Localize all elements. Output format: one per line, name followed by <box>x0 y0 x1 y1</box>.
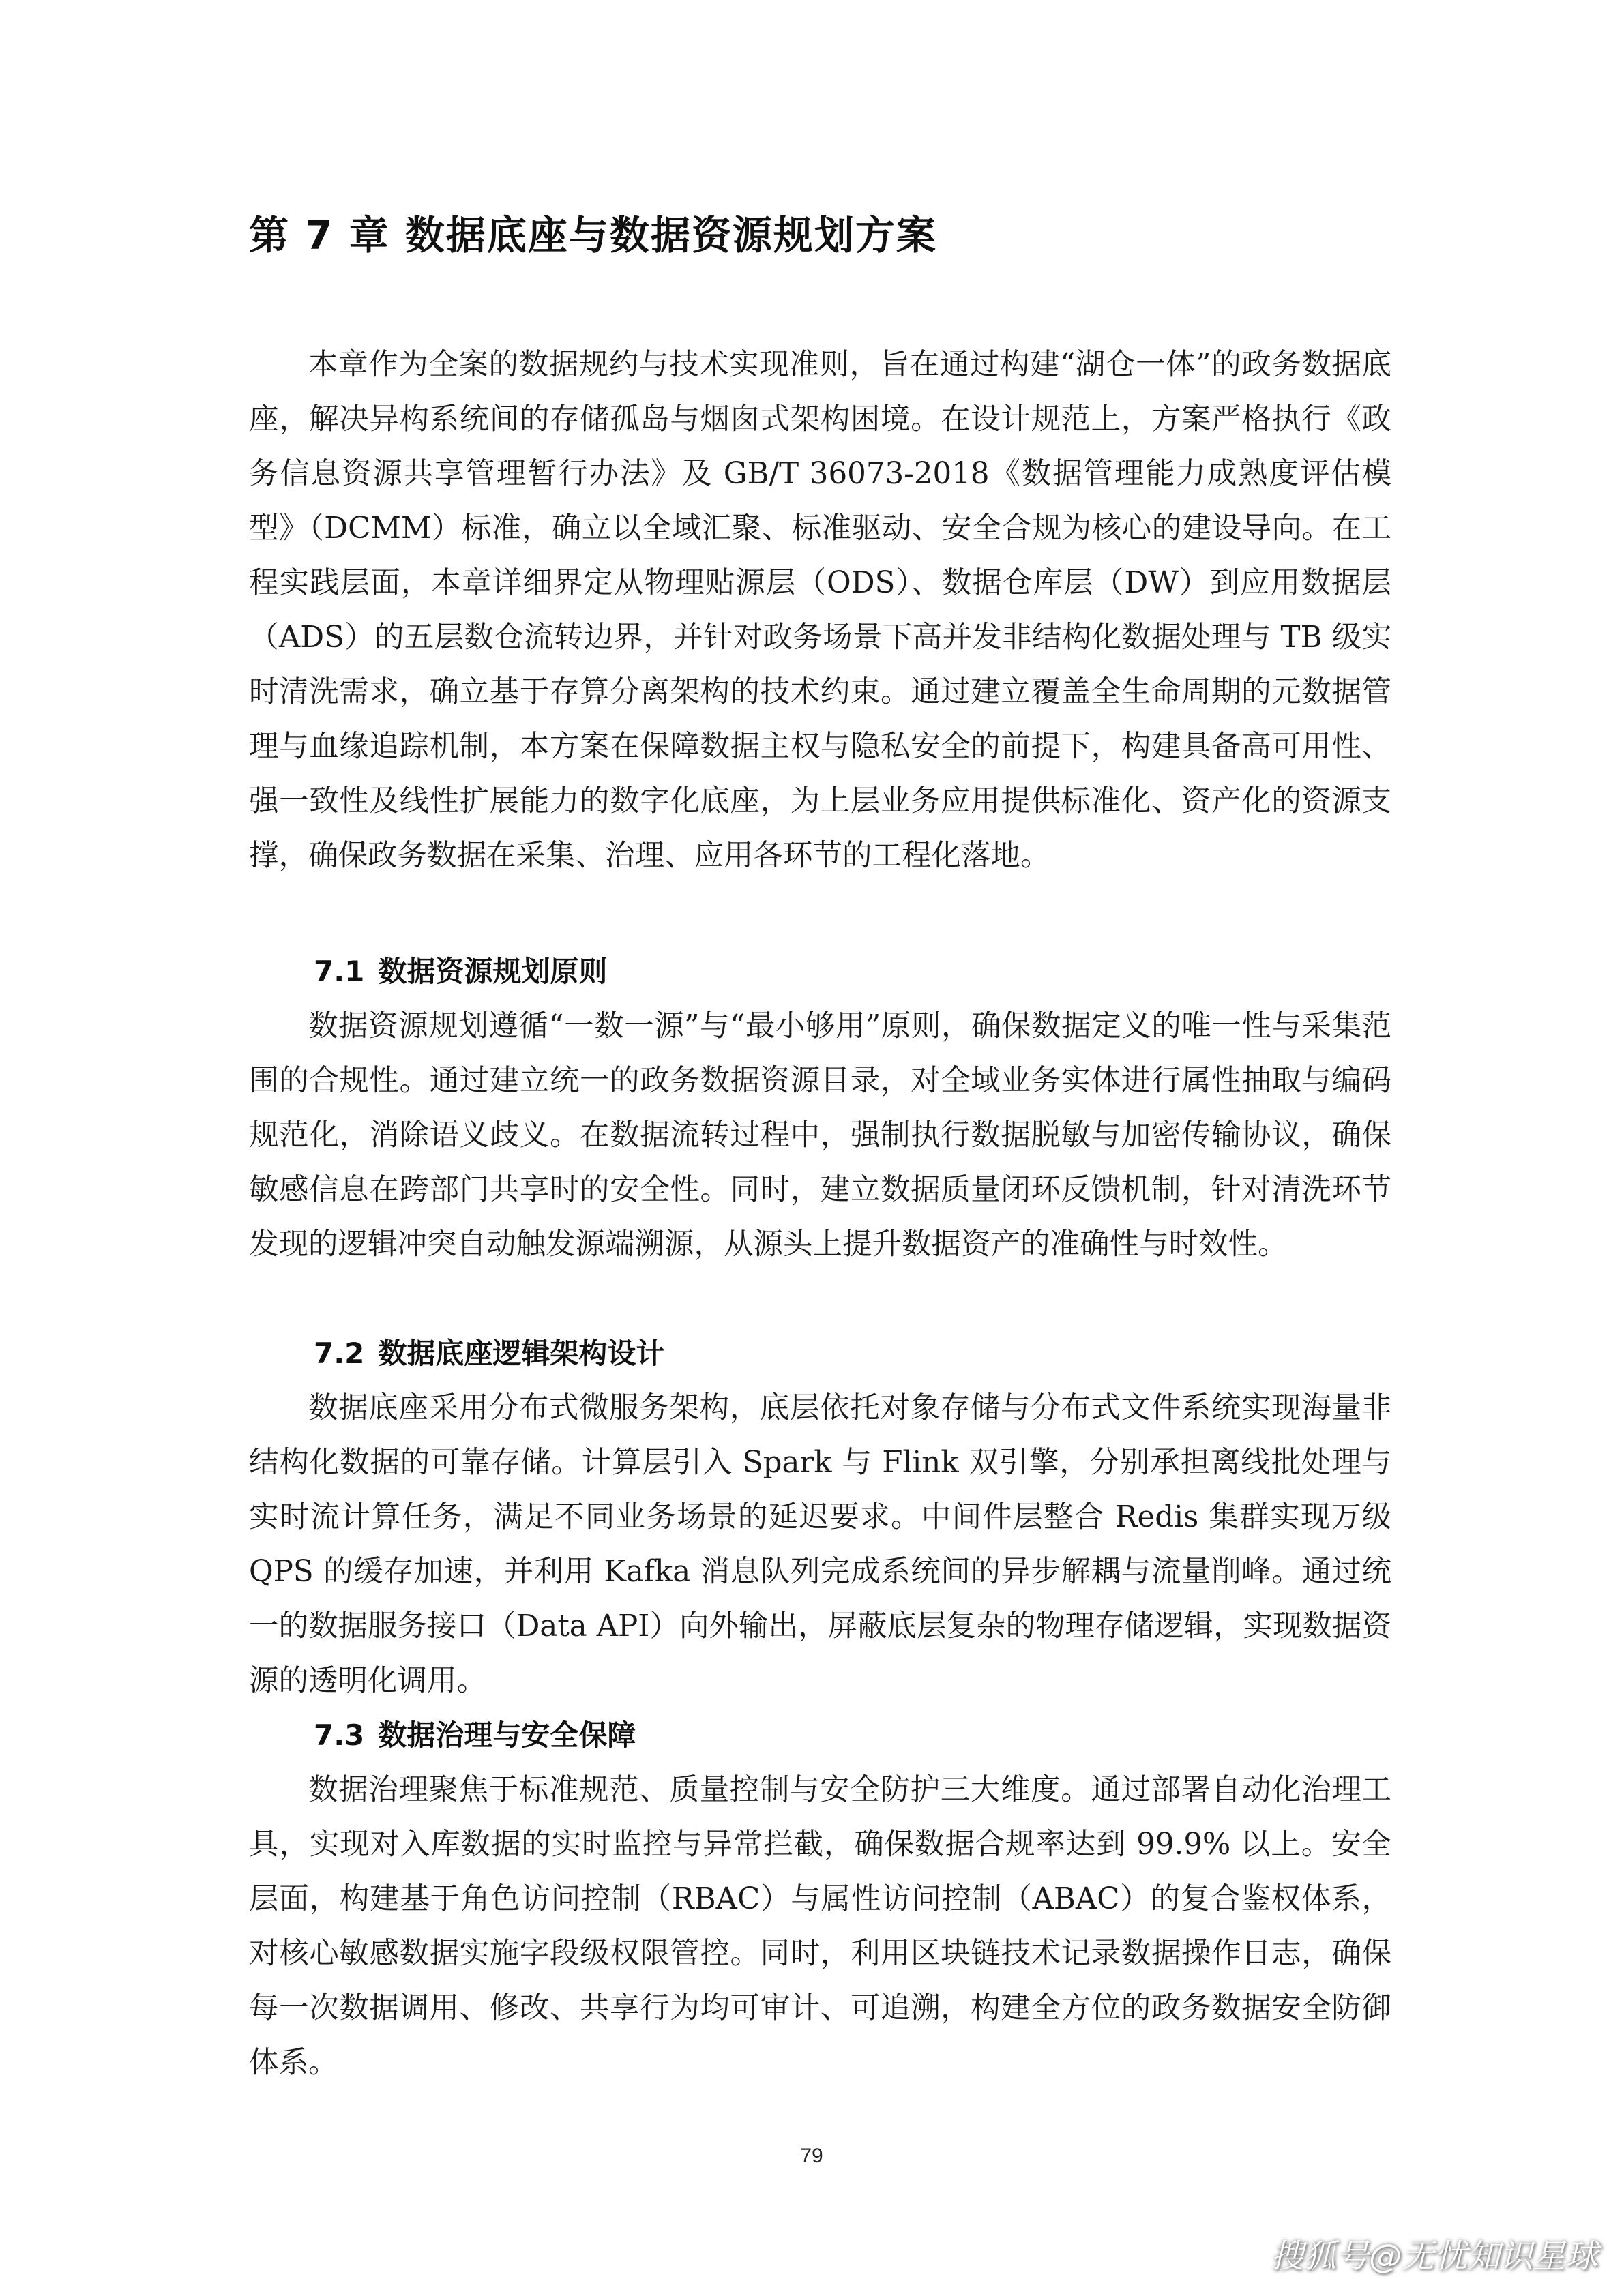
section-title-text: 数据资源规划原则 <box>378 955 608 988</box>
section-title-text: 数据底座逻辑架构设计 <box>378 1337 665 1370</box>
section-title-text: 数据治理与安全保障 <box>378 1718 636 1752</box>
section-number: 7.1 <box>314 955 365 988</box>
section-body-7-2: 数据底座采用分布式微服务架构，底层依托对象存储与分布式文件系统实现海量非结构化数据的可靠存储。计算层引入 Spark 与 Flink 双引擎，分别承担离线批处理与实时流计算任务，满足不同业务场景的延迟要求。中间件层整合 Redis 集群实现万级 QPS 的缓存加速，并利用 Kafka 消息队列完成系统间的异步解耦与流量削峰。通过统一的数据服务接口（Data API）向外输出，屏蔽底层复杂的物理存储逻辑，实现数据资源的透明化调用。 <box>249 1391 1391 1698</box>
page-number: 79 <box>800 2145 823 2167</box>
section-number: 7.2 <box>314 1337 365 1370</box>
section-body-7-1: 数据资源规划遵循“一数一源”与“最小够用”原则，确保数据定义的唯一性与采集范围的合规性。通过建立统一的政务数据资源目录，对全域业务实体进行属性抽取与编码规范化，消除语义歧义。在数据流转过程中，强制执行数据脱敏与加密传输协议，确保敏感信息在跨部门共享时的安全性。同时，建立数据质量闭环反馈机制，针对清洗环节发现的逻辑冲突自动触发源端溯源，从源头上提升数据资产的准确性与时效性。 <box>249 1009 1391 1262</box>
section-heading-7-2 <box>314 1326 664 1381</box>
section-heading-7-3 <box>314 1708 636 1763</box>
watermark: 搜狐号@无忧知识星球 <box>1270 2237 1598 2276</box>
chapter-title: 第 7 章 数据底座与数据资源规划方案 <box>249 212 937 258</box>
intro-paragraph: 本章作为全案的数据规约与技术实现准则，旨在通过构建“湖仓一体”的政务数据底座，解决异构系统间的存储孤岛与烟囱式架构困境。在设计规范上，方案严格执行《政务信息资源共享管理暂行办法》及 GB/T 36073-2018《数据管理能力成熟度评估模型》（DCMM）标准，确立以全域汇聚、标准驱动、安全合规为核心的建设导向。在工程实践层面，本章详细界定从物理贴源层（ODS）、数据仓库层（DW）到应用数据层（ADS）的五层数仓流转边界，并针对政务场景下高并发非结构化数据处理与 TB 级实时清洗需求，确立基于存算分离架构的技术约束。通过建立覆盖全生命周期的元数据管理与血缘追踪机制，本方案在保障数据主权与隐私安全的前提下，构建具备高可用性、强一致性及线性扩展能力的数字化底座，为上层业务应用提供标准化、资产化的资源支撑，确保政务数据在采集、治理、应用各环节的工程化落地。 <box>249 348 1391 873</box>
section-body-7-3: 数据治理聚焦于标准规范、质量控制与安全防护三大维度。通过部署自动化治理工具，实现对入库数据的实时监控与异常拦截，确保数据合规率达到 99.9% 以上。安全层面，构建基于角色访问控制（RBAC）与属性访问控制（ABAC）的复合鉴权体系，对核心敏感数据实施字段级权限管控。同时，利用区块链技术记录数据操作日志，确保每一次数据调用、修改、共享行为均可审计、可追溯，构建全方位的政务数据安全防御体系。 <box>249 1773 1391 2080</box>
section-heading-7-1 <box>314 944 607 999</box>
section-number: 7.3 <box>314 1718 365 1752</box>
